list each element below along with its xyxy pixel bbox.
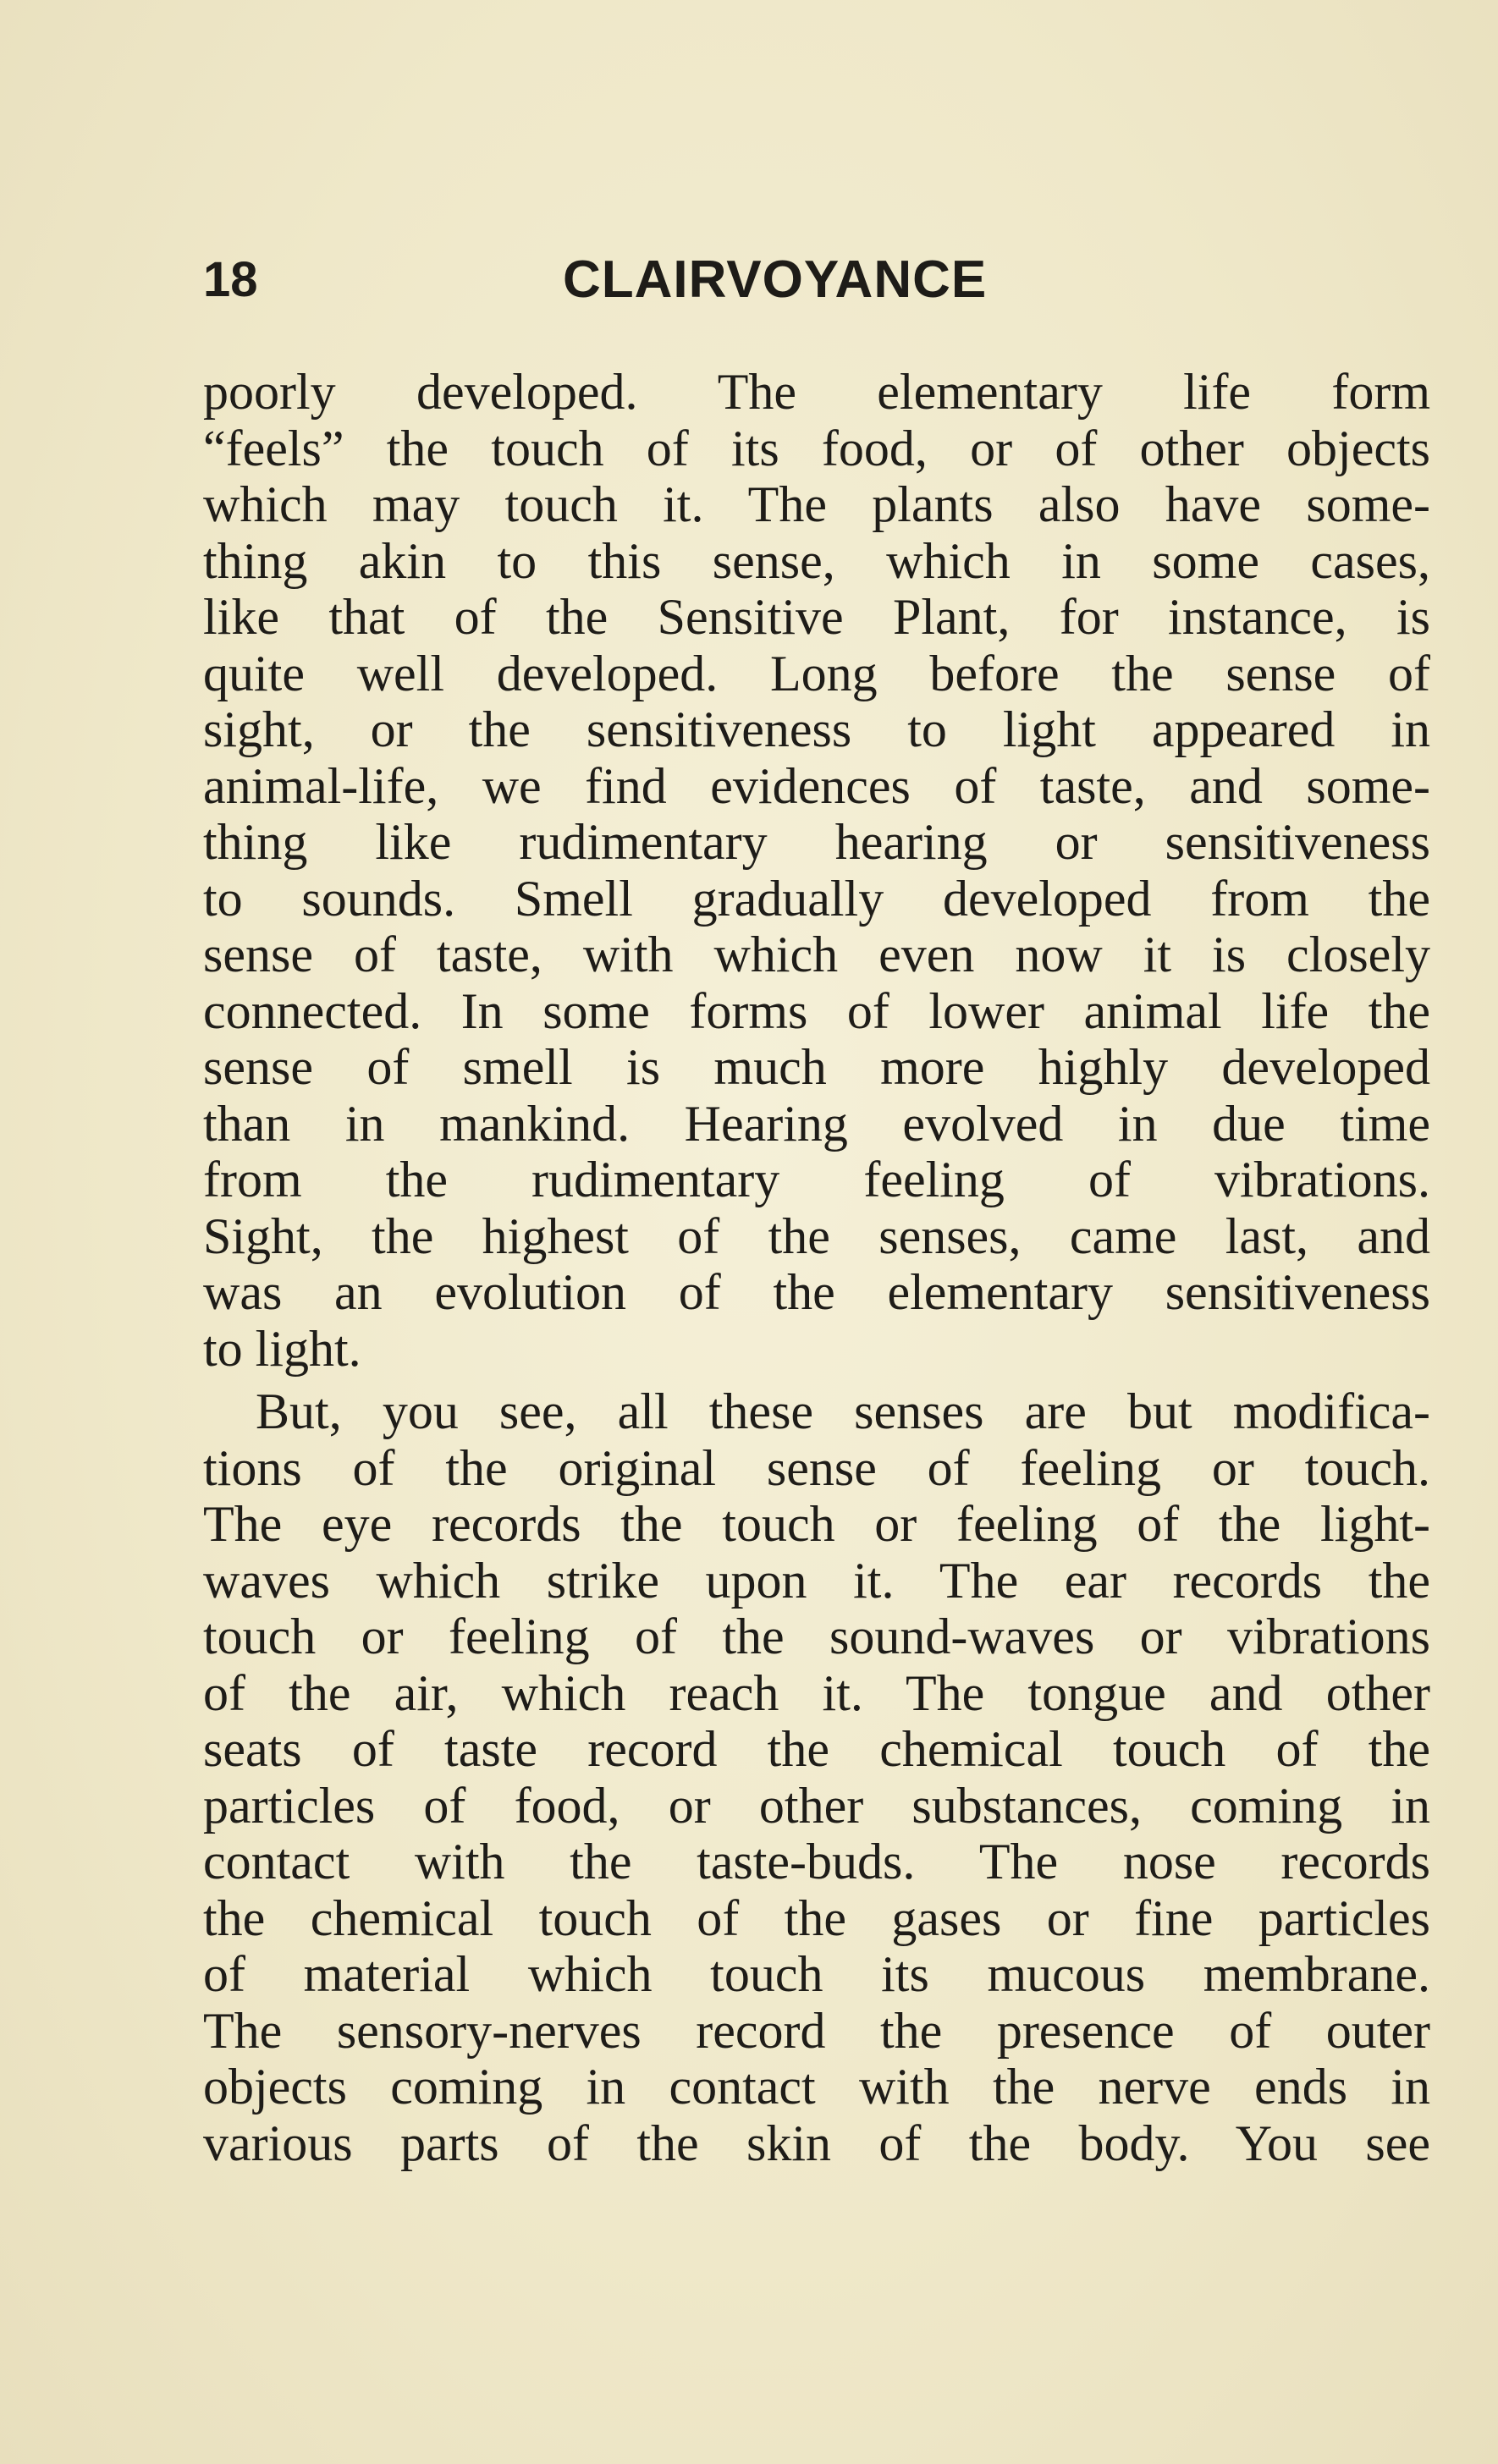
text-line: like that of the Sensitive Plant, for instance, is	[203, 589, 1430, 645]
text-line: waves which strike upon it. The ear records the	[203, 1552, 1430, 1609]
text-line: contact with the taste-buds. The nose records	[203, 1834, 1430, 1889]
text-line: tions of the original sense of feeling or touch.	[203, 1439, 1430, 1496]
text-line: thing akin to this sense, which in some cases,	[203, 532, 1430, 589]
text-line: of the air, which reach it. The tongue and other	[203, 1664, 1430, 1721]
text-line: Sight, the highest of the senses, came last, and	[203, 1207, 1430, 1264]
paragraph-gap	[203, 1377, 1430, 1383]
text-line: touch or feeling of the sound-waves or vibrations	[203, 1609, 1430, 1664]
page-header	[203, 242, 1430, 318]
text-line: to light.	[203, 1320, 361, 1377]
text-line: The sensory-nerves record the presence of outer	[203, 2002, 1430, 2059]
text-line: sight, or the sensitiveness to light appeared in	[203, 701, 1430, 757]
text-line: “feels” the touch of its food, or of other objects	[203, 420, 1430, 476]
text-line: poorly developed. The elementary life form	[203, 364, 1430, 420]
text-line: quite well developed. Long before the sense of	[203, 645, 1430, 701]
body-text	[203, 364, 1430, 2171]
paragraph-2	[203, 1383, 1430, 2171]
text-line: than in mankind. Hearing evolved in due time	[203, 1095, 1430, 1152]
text-line: particles of food, or other substances, coming in	[203, 1777, 1430, 1834]
text-line: But, you see, all these senses are but modifica-	[256, 1383, 1430, 1439]
text-line: from the rudimentary feeling of vibrations.	[203, 1152, 1430, 1207]
paragraph-1	[203, 364, 1430, 1377]
text-line: connected. In some forms of lower animal life the	[203, 982, 1430, 1039]
text-line: was an evolution of the elementary sensitiveness	[203, 1264, 1430, 1320]
text-line: various parts of the skin of the body. You see	[203, 2115, 1430, 2171]
text-line: animal-life, we find evidences of taste, and some-	[203, 757, 1430, 814]
running-title: CLAIRVOYANCE	[563, 250, 988, 309]
text-line: thing like rudimentary hearing or sensitiveness	[203, 814, 1430, 870]
text-line: which may touch it. The plants also have some-	[203, 476, 1430, 532]
text-line: of material which touch its mucous membrane.	[203, 1946, 1430, 2002]
text-line: The eye records the touch or feeling of the light-	[203, 1496, 1430, 1552]
text-line: objects coming in contact with the nerve ends in	[203, 2059, 1430, 2115]
text-line: seats of taste record the chemical touch of the	[203, 1721, 1430, 1777]
text-line: the chemical touch of the gases or fine particles	[203, 1889, 1430, 1946]
text-line: sense of taste, with which even now it is closely	[203, 927, 1430, 982]
text-line: sense of smell is much more highly developed	[203, 1039, 1430, 1095]
page-number: 18	[203, 252, 258, 307]
text-line: to sounds. Smell gradually developed from the	[203, 870, 1430, 927]
